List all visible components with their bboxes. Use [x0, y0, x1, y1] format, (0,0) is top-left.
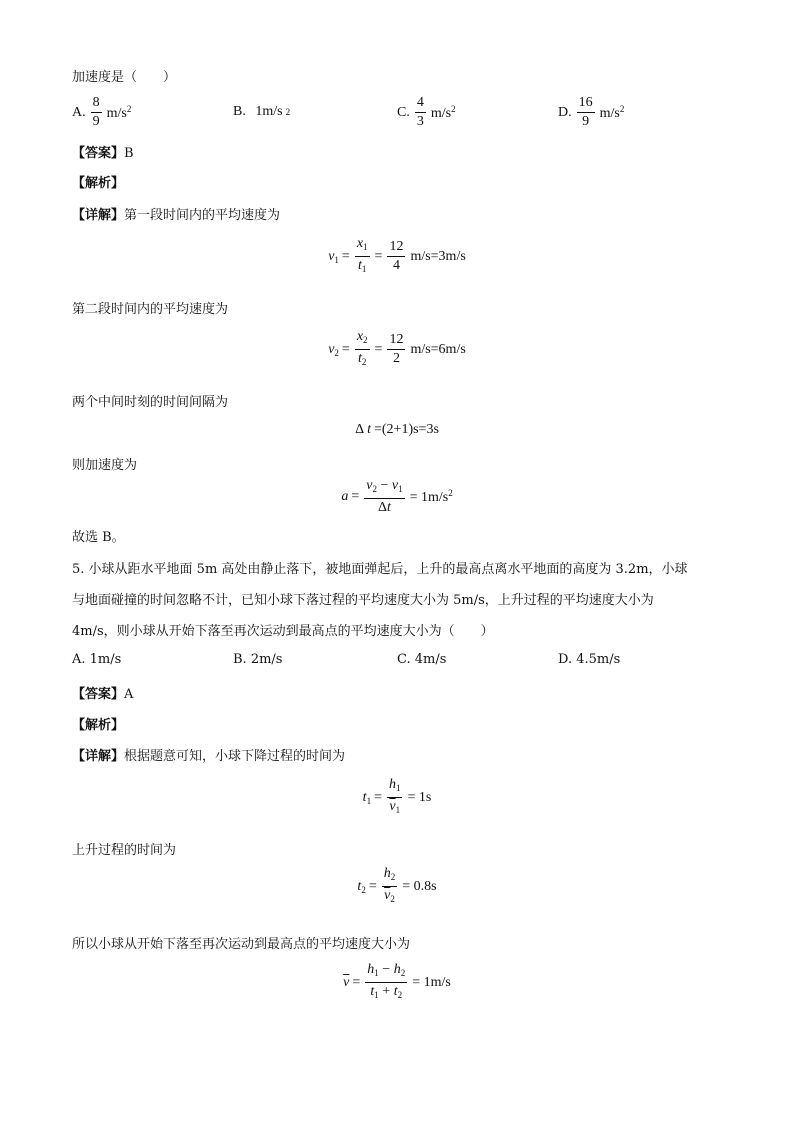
fraction: $\frac{8}{9}$ — [92, 95, 100, 129]
q5-detail-1: 【详解】根据题意可知，小球下降过程的时间为 — [72, 749, 346, 764]
q5-analysis-label: 【解析】 — [72, 718, 125, 733]
question-5-stem-line-3: 4m/s，则小球从开始下落至再次运动到最高点的平均速度大小为（ ） — [72, 624, 494, 639]
fraction: $\frac{h_2}{\overline{v}_2}$ — [383, 866, 396, 904]
q4-detail-2: 第二段时间内的平均速度为 — [72, 302, 229, 317]
q5-detail-2: 上升过程的时间为 — [72, 843, 177, 858]
q4-equation-2: $v_2$ = $\frac{x_2}{t_2}$ = $\frac{12}{2}$ m/s=6m/s — [0, 329, 794, 370]
fraction: $\frac{x_2}{t_2}$ — [356, 329, 368, 367]
fraction: $\frac{12}{2}$ — [389, 332, 404, 366]
q4-conclusion: 故选 B。 — [72, 530, 125, 545]
question-5-stem-line-2: 与地面碰撞的时间忽略不计，已知小球下落过程的平均速度大小为 5m/s，上升过程的平均速度大小为 — [72, 593, 654, 608]
fraction: $\frac{4}{3}$ — [416, 95, 424, 129]
fraction: $\frac{x_1}{t_1}$ — [356, 236, 368, 274]
fraction: $\frac{h_1 - h_2}{t_1 + t_2}$ — [367, 962, 406, 1000]
q4-option-a: A. $\frac{8}{9}$ $m/s^2$ — [72, 95, 132, 129]
q4-answer: 【答案】B — [72, 146, 134, 161]
q4-detail-3: 两个中间时刻的时间间隔为 — [72, 395, 229, 410]
fraction: $\frac{12}{4}$ — [389, 239, 404, 273]
q5-option-b: B. 2m/s — [233, 652, 283, 667]
q4-analysis-label: 【解析】 — [72, 176, 125, 191]
q4-detail-4: 则加速度为 — [72, 458, 138, 473]
q5-option-c: C. 4m/s — [397, 652, 447, 667]
q4-option-b: B. 1m/s 2 — [233, 104, 291, 119]
q5-option-a: A. 1m/s — [72, 652, 122, 667]
q4-equation-1: $v_1$ = $\frac{x_1}{t_1}$ = $\frac{12}{4}$ m/s=3m/s — [0, 236, 794, 277]
q5-detail-3: 所以小球从开始下落至再次运动到最高点的平均速度大小为 — [72, 937, 411, 952]
q5-equation-1: $t_1$ = $\frac{h_1}{\overline{v}_1}$ = 1s — [0, 777, 794, 818]
q5-equation-3: $\overline{v}$ = $\frac{h_1 - h_2}{t_1 + t_2}$ = 1m/s — [0, 962, 794, 1003]
fraction: $\frac{v_2 - v_1}{\Delta t}$ — [366, 478, 403, 515]
q5-answer: 【答案】A — [72, 687, 134, 702]
q5-equation-2: $t_2$ = $\frac{h_2}{\overline{v}_2}$ = 0.8s — [0, 866, 794, 907]
q4-detail-1: 【详解】第一段时间内的平均速度为 — [72, 208, 281, 223]
q4-equation-3: Δ t =(2+1)s=3s — [355, 422, 439, 437]
fraction: $\frac{16}{9}$ — [578, 95, 593, 129]
q4-equation-4: a = $\frac{v_2 - v_1}{\Delta t}$ = $1m/s^2$ — [341, 478, 453, 515]
q5-option-d: D. 4.5m/s — [558, 652, 621, 667]
question-4-stem-tail: 加速度是（ ） — [72, 70, 177, 85]
q4-option-d: D. $\frac{16}{9}$ $m/s^2$ — [558, 95, 625, 129]
question-5-stem-line-1: 5. 小球从距水平地面 5m 高处由静止落下，被地面弹起后，上升的最高点离水平地面的高度为 3.2m，小球 — [72, 562, 688, 577]
fraction: $\frac{h_1}{\overline{v}_1}$ — [388, 777, 401, 815]
q4-option-c: C. $\frac{4}{3}$ $m/s^2$ — [397, 95, 456, 129]
